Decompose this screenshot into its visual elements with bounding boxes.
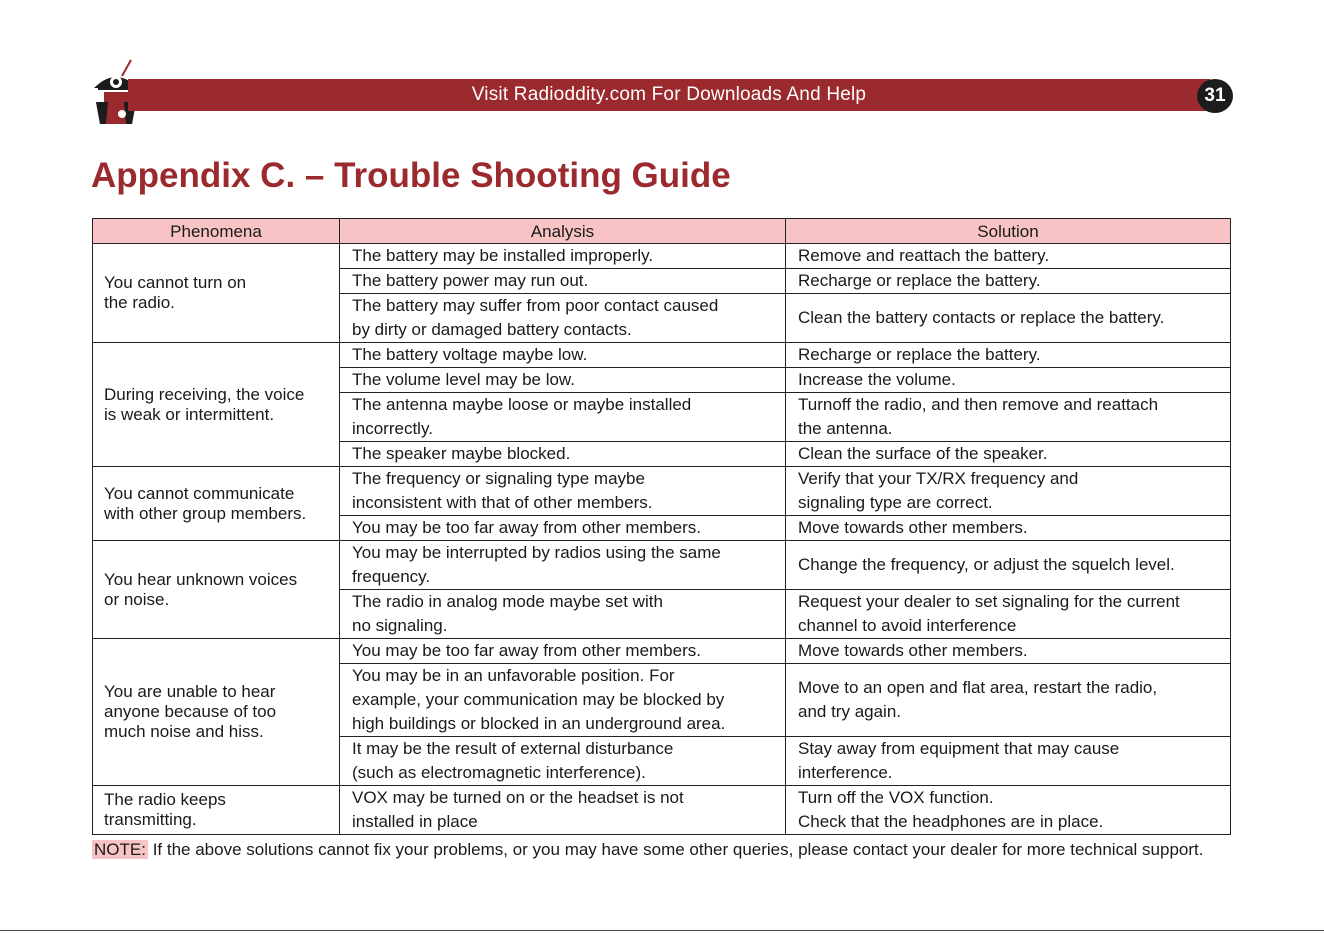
table-header-row — [93, 219, 1231, 244]
solution-cell: Clean the surface of the speaker. — [786, 442, 1231, 467]
solution-cell: Move towards other members. — [786, 639, 1231, 664]
analysis-cell: You may be in an unfavorable position. For example, your communication may be blocked by high buildings or blocked in an underground area. — [340, 664, 786, 737]
solution-cell: Recharge or replace the battery. — [786, 269, 1231, 294]
page-number-badge: 31 — [1197, 79, 1233, 113]
analysis-cell: The battery may be installed improperly. — [340, 244, 786, 269]
phenomena-cell: You are unable to hear anyone because of too much noise and hiss. — [93, 639, 340, 786]
analysis-cell: You may be interrupted by radios using the same frequency. — [340, 541, 786, 590]
phenomena-cell: During receiving, the voice is weak or intermittent. — [93, 343, 340, 467]
solution-cell: Request your dealer to set signaling for the current channel to avoid interference — [786, 590, 1231, 639]
column-header-phenomena: Phenomena — [93, 219, 340, 244]
solution-cell: Move towards other members. — [786, 516, 1231, 541]
header-banner — [128, 79, 1210, 111]
phenomena-cell: You hear unknown voices or noise. — [93, 541, 340, 639]
solution-cell: Stay away from equipment that may cause interference. — [786, 737, 1231, 786]
solution-cell: Increase the volume. — [786, 368, 1231, 393]
phenomena-cell: The radio keeps transmitting. — [93, 786, 340, 835]
analysis-cell: You may be too far away from other members. — [340, 516, 786, 541]
solution-cell: Change the frequency, or adjust the squelch level. — [786, 541, 1231, 590]
table-body — [93, 244, 1231, 835]
table-row — [93, 786, 1231, 835]
phenomena-cell: You cannot communicate with other group members. — [93, 467, 340, 541]
table-row — [93, 343, 1231, 368]
page-title: Appendix C. – Trouble Shooting Guide — [91, 156, 731, 195]
solution-cell: Recharge or replace the battery. — [786, 343, 1231, 368]
solution-cell: Clean the battery contacts or replace the battery. — [786, 294, 1231, 343]
table-row — [93, 467, 1231, 516]
bottom-rule — [0, 930, 1324, 931]
analysis-cell: It may be the result of external disturbance (such as electromagnetic interference). — [340, 737, 786, 786]
note-text: If the above solutions cannot fix your problems, or you may have some other queries, please contact your dealer for more technical support. — [152, 840, 1204, 859]
troubleshooting-table — [92, 218, 1231, 835]
analysis-cell: The antenna maybe loose or maybe installed incorrectly. — [340, 393, 786, 442]
banner-text: Visit Radioddity.com For Downloads And Help — [471, 84, 867, 105]
table-row — [93, 244, 1231, 269]
note-label: NOTE: — [94, 840, 146, 859]
table-row — [93, 639, 1231, 664]
solution-cell: Turnoff the radio, and then remove and reattach the antenna. — [786, 393, 1231, 442]
phenomena-cell: You cannot turn on the radio. — [93, 244, 340, 343]
analysis-cell: The volume level may be low. — [340, 368, 786, 393]
solution-cell: Turn off the VOX function. Check that the headphones are in place. — [786, 786, 1231, 835]
column-header-solution: Solution — [786, 219, 1231, 244]
note — [92, 840, 1232, 860]
analysis-cell: The battery power may run out. — [340, 269, 786, 294]
solution-cell: Remove and reattach the battery. — [786, 244, 1231, 269]
solution-cell: Verify that your TX/RX frequency and signaling type are correct. — [786, 467, 1231, 516]
table-row — [93, 541, 1231, 590]
analysis-cell: The battery may suffer from poor contact caused by dirty or damaged battery contacts. — [340, 294, 786, 343]
analysis-cell: The speaker maybe blocked. — [340, 442, 786, 467]
column-header-analysis: Analysis — [340, 219, 786, 244]
analysis-cell: The radio in analog mode maybe set with no signaling. — [340, 590, 786, 639]
analysis-cell: The battery voltage maybe low. — [340, 343, 786, 368]
analysis-cell: You may be too far away from other members. — [340, 639, 786, 664]
solution-cell: Move to an open and flat area, restart the radio, and try again. — [786, 664, 1231, 737]
analysis-cell: VOX may be turned on or the headset is not installed in place — [340, 786, 786, 835]
analysis-cell: The frequency or signaling type maybe inconsistent with that of other members. — [340, 467, 786, 516]
